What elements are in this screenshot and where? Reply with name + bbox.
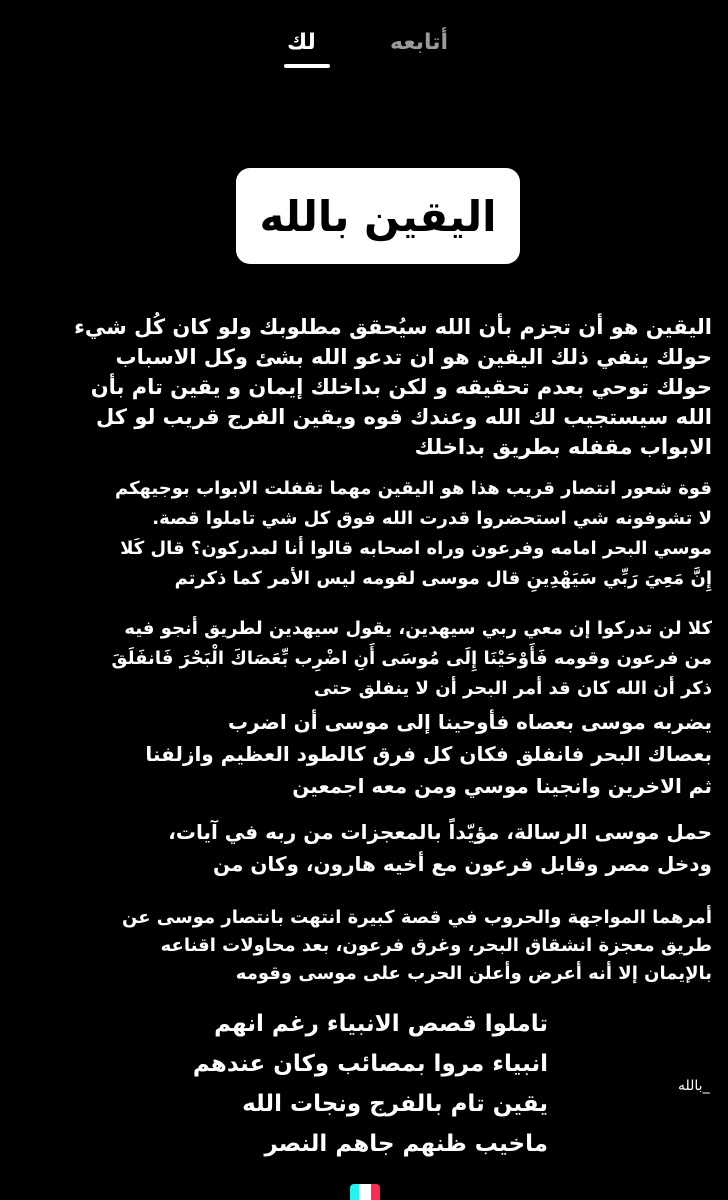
- title-card: [236, 168, 520, 264]
- paragraph-1: [74, 312, 712, 462]
- text-line: من فرعون وقومه فَأَوْحَيْنَا إِلَى مُوسَى أَنِ اضْرِب بِّعَصَاكَ الْبَحْرَ فَانفَلَقَ: [111, 648, 712, 669]
- text-line: الله سيستجيب لك الله وعندك قوه ويقين الفرج قريب لو كل: [96, 405, 712, 429]
- title-text: اليقين بالله: [259, 191, 497, 241]
- text-line: انبياء مروا بمصائب وكان عندهم: [192, 1051, 548, 1077]
- text-line: يقين تام بالفرج ونجات الله: [242, 1091, 548, 1117]
- text-line: حولك ينفي ذلك اليقين هو ان تدعو الله بشئ وكل الاسباب: [115, 345, 712, 369]
- paragraph-3: [112, 614, 712, 704]
- text-line: موسي البحر امامه وفرعون وراه اصحابه قالوا أنا لمدركون؟ قال كَلا: [120, 538, 712, 559]
- paragraph-6: [122, 904, 712, 988]
- paragraph-7: [193, 1004, 548, 1164]
- text-line: يضربه موسى بعصاه فأوحينا إلى موسى أن اضرب: [227, 710, 712, 734]
- paragraph-2: [115, 474, 712, 594]
- text-line: تاملوا قصص الانبياء رغم انهم: [214, 1011, 548, 1037]
- top-tabs: [0, 20, 728, 76]
- text-line: لا تشوفونه شي استحضروا قدرت الله فوق كل شي تاملوا قصة.: [152, 508, 712, 529]
- side-label: _بالله: [678, 1078, 710, 1094]
- text-line: إِنَّ مَعِيَ رَبِّي سَيَهْدِينِ قال موسى لقومه ليس الأمر كما ذكرتم: [174, 568, 712, 589]
- text-line: اليقين هو أن تجزم بأن الله سيُحقق مطلوبك ولو كان كُل شيء: [74, 315, 712, 339]
- text-line: الابواب مقفله بطريق بداخلك: [414, 435, 712, 459]
- paragraph-4: [145, 706, 712, 802]
- paragraph-5: [168, 816, 712, 880]
- text-line: ماخيب ظنهم جاهم النصر: [264, 1131, 548, 1157]
- tab-following[interactable]: أتابعه: [390, 30, 449, 55]
- text-line: حولك توحي بعدم تحقيقه و لكن بداخلك إيمان و يقين تام بأن: [90, 375, 712, 399]
- text-line: حمل موسى الرسالة، مؤيّداً بالمعجزات من ربه في آيات،: [168, 820, 712, 844]
- text-line: ودخل مصر وقابل فرعون مع أخيه هارون، وكان من: [212, 852, 712, 876]
- text-line: أمرهما المواجهة والحروب في قصة كبيرة انتهت بانتصار موسى عن: [122, 907, 712, 928]
- create-button-icon[interactable]: [350, 1184, 380, 1200]
- text-line: كلا لن تدركوا إن معي ربي سيهدين، يقول سيهدين لطريق أنجو فيه: [124, 618, 712, 639]
- text-line: بعصاك البحر فانفلق فكان كل فرق كالطود العظيم وازلفنا: [145, 742, 712, 766]
- text-line: ثم الاخرين وانجينا موسي ومن معه اجمعين: [292, 774, 712, 798]
- text-line: طريق معجزة انشقاق البحر، وغرق فرعون، بعد محاولات اقناعه: [160, 935, 712, 956]
- tab-for-you[interactable]: لك: [287, 30, 316, 55]
- text-line: قوة شعور انتصار قريب هذا هو اليقين مهما تقفلت الابواب بوجيهكم: [114, 478, 712, 499]
- text-line: ذكر أن الله كان قد أمر البحر أن لا ينفلق حتى: [313, 678, 712, 699]
- text-line: بالإيمان إلا أنه أعرض وأعلن الحرب على موسى وقومه: [235, 963, 712, 984]
- active-tab-indicator: [284, 64, 330, 68]
